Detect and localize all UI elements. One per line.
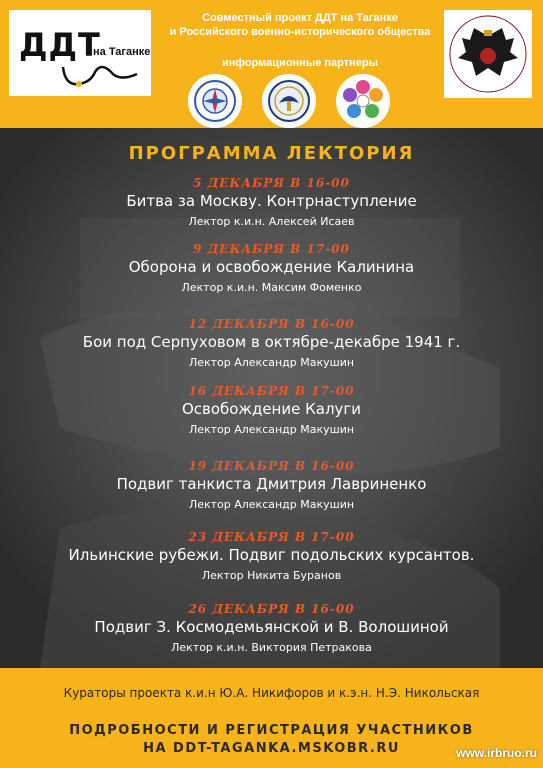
lecture-lecturer: Лектор к.и.н. Максим Фоменко [181,281,362,294]
lecture-item [0,384,543,437]
eagle-emblem-icon [267,79,311,123]
ddt-logo[interactable] [9,10,151,96]
lecture-lecturer: Лектор к.и.н. Виктория Петракова [171,641,372,654]
watermark: www.irbruo.ru [456,746,537,760]
lecture-title: Ильинские рубежи. Подвиг подольских курсантов. [68,546,475,564]
lecture-item [0,602,543,655]
ddt-logo-sub: на Таганке [93,46,151,58]
flower-emblem-icon [339,77,387,125]
lecture-title: Бои под Серпуховом в октябре-декабре 1941 г. [82,333,461,351]
registration-link[interactable]: НА DDT-TAGANKA.MSKOBR.RU [143,741,400,756]
lecture-item [0,530,543,583]
header [0,0,543,128]
lecture-title: Освобождение Калуги [181,400,362,418]
lecture-item [0,176,543,229]
lecture-title: Оборона и освобождение Калинина [128,258,415,276]
lecture-date: 16 ДЕКАБРЯ В 17-00 [188,384,355,398]
partner-logo-1[interactable] [188,74,242,128]
rvio-logo[interactable] [444,10,532,98]
lecture-lecturer: Лектор Александр Макушин [188,498,355,511]
lecture-lecturer: Лектор Александр Макушин [188,423,355,436]
lecture-lecturer: Лектор Никита Буранов [201,569,342,582]
curators-text: Кураторы проекта к.и.н Ю.А. Никифоров и к.э.н. Н.Э. Никольская [63,686,480,700]
lecture-item [0,242,543,295]
lecture-date: 19 ДЕКАБРЯ В 16-00 [188,459,355,473]
lecture-title: Битва за Москву. Контрнаступление [126,192,417,210]
lecture-title: Подвиг танкиста Дмитрия Лавриненко [116,475,427,493]
double-headed-eagle-icon [444,10,532,98]
ddt-logo-swirl-icon [61,64,139,90]
partners-label: информационные партнеры [222,57,378,69]
project-description [160,11,440,39]
lecture-date: 23 ДЕКАБРЯ В 17-00 [188,530,355,544]
lecture-date: 5 ДЕКАБРЯ В 16-00 [193,176,350,190]
program-title: ПРОГРАММА ЛЕКТОРИЯ [128,143,415,164]
lecture-item [0,317,543,370]
lecture-title: Подвиг З. Космодемьянской и В. Волошиной [94,618,449,636]
lecture-lecturer: Лектор к.и.н. Алексей Исаев [188,215,355,228]
lecture-lecturer: Лектор Александр Макушин [188,356,355,369]
ddt-logo-main: ДДТ [19,26,101,64]
compass-emblem-icon [193,79,237,123]
registration-line-1: ПОДРОБНОСТИ И РЕГИСТРАЦИЯ УЧАСТНИКОВ [69,723,474,738]
lecture-date: 26 ДЕКАБРЯ В 16-00 [188,602,355,616]
project-line-2: и Российского военно-исторического общества [169,26,431,38]
footer [0,668,543,768]
project-line-1: Совместный проект ДДТ на Таганке [202,12,398,24]
partner-logo-2[interactable] [262,74,316,128]
lecture-date: 9 ДЕКАБРЯ В 17-00 [193,242,350,256]
program-section [0,128,543,668]
lecture-item [0,459,543,512]
partner-logo-3[interactable] [336,74,390,128]
lecture-date: 12 ДЕКАБРЯ В 16-00 [188,317,355,331]
